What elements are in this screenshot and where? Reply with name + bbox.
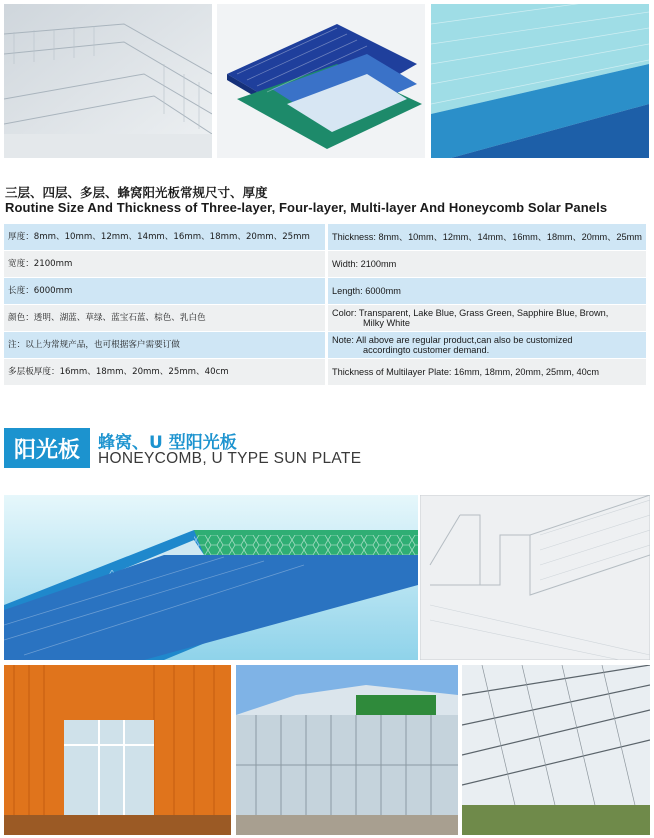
honeycomb-panel-photo: [4, 495, 418, 660]
orange-facade-building-photo: [4, 665, 231, 835]
spec-cn-cell: 长度：6000mm: [4, 278, 325, 305]
greenhouse-photo: [236, 665, 458, 835]
table-row: [4, 332, 646, 359]
spec-table: [4, 224, 646, 386]
section-badge: 阳光板: [4, 428, 90, 468]
spec-en-cell: Color: Transparent, Lake Blue, Grass Green, Sapphire Blue, Brown, Milky White: [328, 305, 646, 332]
section-title-cn: 蜂窝、U 型阳光板: [98, 433, 237, 453]
spec-cn-cell: 厚度：8mm、10mm、12mm、14mm、16mm、18mm、20mm、25mm: [4, 224, 325, 251]
spec-cn-cell: 注：以上为常规产品，也可根据客户需要订做: [4, 332, 325, 359]
lake-blue-panels-photo: [431, 4, 649, 158]
spec-en-cell: Thickness: 8mm、10mm、12mm、14mm、16mm、18mm、20mm、25mm: [328, 224, 646, 251]
table-row: [4, 224, 646, 251]
section-title-en: HONEYCOMB, U TYPE SUN PLATE: [98, 450, 362, 467]
spec-cn-cell: 宽度：2100mm: [4, 251, 325, 278]
table-row: [4, 305, 646, 332]
table-row: [4, 278, 646, 305]
spec-en-cell: Thickness of Multilayer Plate: 16mm, 18mm, 20mm, 25mm, 40cm: [328, 359, 646, 386]
spec-en-cell: Length: 6000mm: [328, 278, 646, 305]
clear-multiwall-panel-photo: [4, 4, 212, 158]
table-row: [4, 359, 646, 386]
spec-cn-cell: 颜色：透明、湖蓝、草绿、蓝宝石蓝、棕色、乳白色: [4, 305, 325, 332]
spec-heading-en: Routine Size And Thickness of Three-layer, Four-layer, Multi-layer And Honeycomb Solar Panels: [5, 200, 608, 215]
spec-cn-cell: 多层板厚度：16mm、18mm、20mm、25mm、40cm: [4, 359, 325, 386]
spec-heading-cn: 三层、四层、多层、蜂窝阳光板常规尺寸、厚度: [5, 185, 268, 200]
table-row: [4, 251, 646, 278]
u-type-panel-photo: [420, 495, 650, 660]
greenhouse-roof-interior-photo: [462, 665, 650, 835]
blue-green-panels-stack-photo: [217, 4, 425, 158]
spec-en-cell: Note: All above are regular product,can also be customized accordingto customer demand.: [328, 332, 646, 359]
spec-en-cell: Width: 2100mm: [328, 251, 646, 278]
